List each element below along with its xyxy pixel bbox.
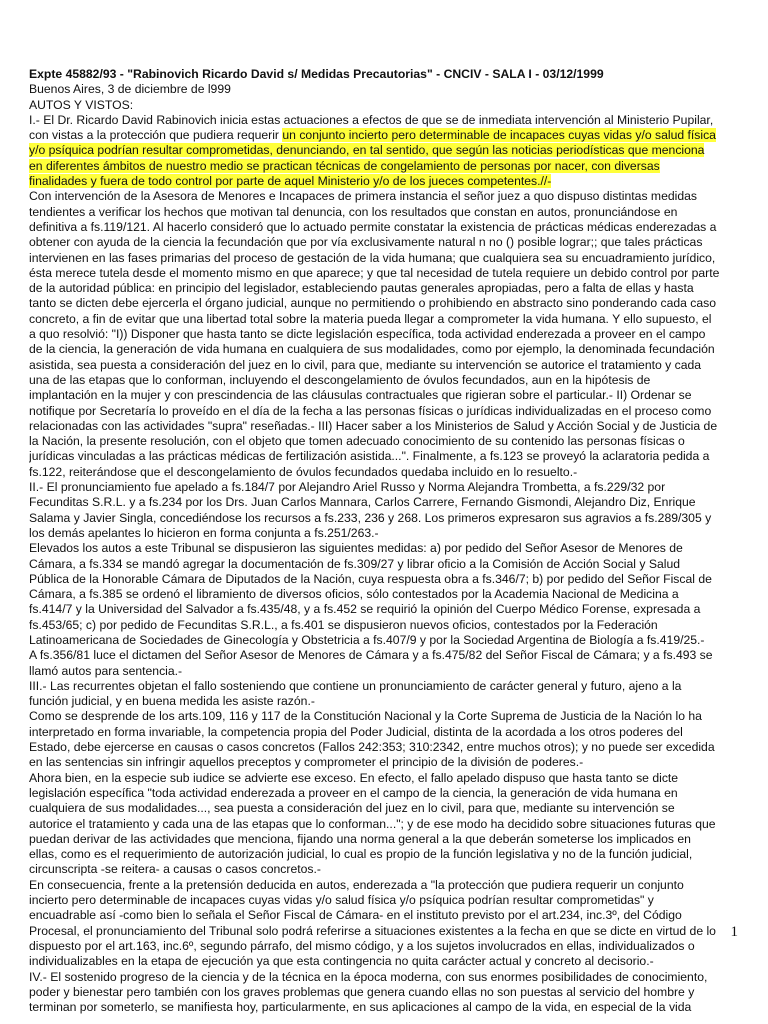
- text-line: [29, 985, 745, 1000]
- text-line: [29, 755, 745, 770]
- text-segment: encuadrable así -como bien lo señala el Señor Fiscal de Cámara- en el instituto previsto por el art.234, inc.3º, del Código: [29, 908, 682, 923]
- text-segment: Latinoamericana de Sociedades de Ginecología y Obstetricia a fs.407/9 y por la Sociedad Argentina de Biología a fs.419/25.-: [29, 632, 705, 647]
- text-line: [29, 82, 745, 97]
- text-segment: I.- El Dr. Ricardo David Rabinovich inicia estas actuaciones a efectos de que se de inmediata intervención al Ministerio Pupilar,: [29, 112, 714, 127]
- text-line: [29, 924, 745, 939]
- text-segment: A fs.356/81 luce el dictamen del Señor Asesor de Menores de Cámara y a fs.475/82 del Señor Fiscal de Cámara; y a fs.493 se: [29, 648, 713, 663]
- document-title: Expte 45882/93 - "Rabinovich Ricardo David s/ Medidas Precautorias" - CNCIV - SALA I - 03/12/1999: [29, 67, 604, 81]
- text-line: [29, 862, 745, 877]
- text-segment: poder y bienestar pero también con los graves problemas que genera cuando ellas no son puestas al servicio del hombre y: [29, 984, 695, 999]
- text-segment: intervienen en las fases primarias del proceso de gestación de la vida humana; que cualquiera sea su encuadramiento jurídico,: [29, 250, 716, 265]
- text-segment: Pública de la Honorable Cámara de Diputados de la Nación, cuya respuesta obra a fs.346/7; b) por pedido del Señor Fiscal de: [29, 571, 712, 586]
- text-line: [29, 939, 745, 954]
- text-line: [29, 495, 745, 510]
- text-line: [29, 893, 745, 908]
- text-line: [29, 189, 745, 204]
- highlighted-text: finalidades y fuera de todo control por parte de aquel Ministerio y/o de los jueces competentes.//-: [29, 174, 552, 189]
- text-line: [29, 954, 745, 969]
- text-segment: ellas, como es el requerimiento de autorización judicial, lo cual es propio de la función legislativa y no de la función judicial,: [29, 847, 693, 862]
- text-line: [29, 786, 745, 801]
- text-segment: la Nación, la presente resolución, con el objeto que tomen adecuado conocimiento de su contenido las personas físicas o: [29, 434, 685, 449]
- text-segment: IV.- El sostenido progreso de la ciencia y de la técnica en la época moderna, con sus enormes posibilidades de conocimiento,: [29, 969, 708, 984]
- text-segment: asistida, sea puesta a consideración del juez en lo civil, para que, mediante su intervención se autorice el tratamiento y cada: [29, 357, 702, 372]
- text-segment: definitiva a fs.119/121. Al hacerlo consideró que lo actuado permite constatar la existencia de prácticas médicas enderezadas a: [29, 219, 717, 234]
- text-segment: puedan derivar de las actividades que menciona, fijando una norma general a la que deberán someterse los implicados en: [29, 831, 691, 846]
- text-segment: una de las etapas que lo conforman, incluyendo el descongelamiento de óvulos fecundados, aun en la hipótesis de: [29, 372, 651, 387]
- page-number: 1: [730, 924, 738, 940]
- text-line: [29, 970, 745, 985]
- text-line: [29, 801, 745, 816]
- text-segment: llamó autos para sentencia.-: [29, 663, 183, 678]
- text-line: [29, 327, 745, 342]
- text-line: [29, 281, 745, 296]
- text-segment: legislación específica "toda actividad enderezada a proveer en el campo de la ciencia, la generación de vida humana en: [29, 785, 678, 800]
- text-line: [29, 587, 745, 602]
- text-segment: tanto se dicten debe ejercerla el órgano judicial, aunque no permitiendo o prohibiendo en abstracto sino ponderando cada caso: [29, 296, 717, 311]
- text-line: [29, 526, 745, 541]
- text-line: [29, 602, 745, 617]
- text-segment: Cámara, a fs.334 se mandó agregar la documentación de fs.309/27 y librar oficio a la Comisión de Acción Social y Salud: [29, 556, 681, 571]
- text-segment: función judicial, y en buena medida les asiste razón.-: [29, 694, 315, 709]
- highlighted-text: y/o psíquica podrían resultar comprometidas, denunciando, en tal sentido, que según las noticias periodísticas que menciona: [29, 143, 705, 158]
- text-line: [29, 266, 745, 281]
- text-line: [29, 235, 745, 250]
- text-segment: Elevados los autos a este Tribunal se dispusieron las siguientes medidas: a) por pedido del Señor Asesor de Menores de: [29, 541, 683, 556]
- text-segment: fs.414/7 y la Universidad del Salvador a fs.435/48, y a fs.452 se requirió la opinión del Cuerpo Médico Forense, expresada a: [29, 602, 701, 617]
- text-segment: implantación en la mujer y con prescindencia de las cláusulas contractuales que rigieran sobre el particular.- II) Ordenar se: [29, 388, 692, 403]
- text-segment: tendientes a verificar los hechos que motivan tal denuncia, con los resultados que constan en autos, pronunciándose en: [29, 204, 678, 219]
- text-line: [29, 908, 745, 923]
- text-line: [29, 174, 745, 189]
- text-segment: Con intervención de la Asesora de Menores e Incapaces de primera instancia el señor juez a quo dispuso distintas medidas: [29, 189, 697, 204]
- text-line: [29, 771, 745, 786]
- text-line: [29, 618, 745, 633]
- highlighted-text: en diferentes ámbitos de nuestro medio se practican técnicas de congelamiento de personas por nacer, con diversas: [29, 158, 660, 173]
- text-line: [29, 679, 745, 694]
- text-segment: de la autoridad pública: en principio del legislador, estableciendo pautas generales apropiadas, pero a falta de ellas y hasta: [29, 281, 694, 296]
- text-line: [29, 709, 745, 724]
- text-line: [29, 434, 745, 449]
- text-line: [29, 251, 745, 266]
- text-line: [29, 159, 745, 174]
- highlighted-text: un conjunto incierto pero determinable de incapaces cuyas vidas y/o salud física: [282, 128, 716, 143]
- text-line: [29, 648, 745, 663]
- document-body: [29, 67, 745, 1015]
- text-line: [29, 557, 745, 572]
- text-line: [29, 511, 745, 526]
- text-segment: jurídicas vinculadas a las prácticas médicas de fertilización asistida...". Finalmente, a fs.123 se proveyó la aclaratoria pedida a: [29, 449, 710, 464]
- text-segment: AUTOS Y VISTOS:: [29, 97, 134, 112]
- text-line: [29, 817, 745, 832]
- text-segment: fs.453/65; c) por pedido de Fecunditas S.R.L., a fs.401 se dispusieron nuevos oficios, contestados por la Federación: [29, 617, 658, 632]
- text-line: [29, 449, 745, 464]
- text-segment: individualizables en la etapa de ejecución ya que esta contingencia no quita carácter actual y concreto al decisorio.-: [29, 954, 654, 969]
- text-line: [29, 664, 745, 679]
- text-segment: concreto, a fin de evitar que una libertad total sobre la materia pueda llegar a comprometer la vida humana. Y ello supuesto, el: [29, 311, 712, 326]
- text-segment: Fecunditas S.R.L. y a fs.234 por los Drs. Juan Carlos Mannara, Carlos Carrere, Fernando Gismondi, Alejandro Diz, Enrique: [29, 495, 696, 510]
- text-segment: Como se desprende de los arts.109, 116 y 117 de la Constitución Nacional y la Corte Suprema de Justicia de la Nación lo ha: [29, 709, 702, 724]
- text-line: [29, 342, 745, 357]
- text-segment: notifique por Secretaría lo proveído en el día de la fecha a las personas físicas o jurídicas individualizadas en el proceso como: [29, 403, 712, 418]
- text-line: [29, 740, 745, 755]
- text-segment: autorice el tratamiento y cada una de las etapas que lo conforman..."; y de ese modo ha decidido sobre situaciones futuras que: [29, 816, 716, 831]
- text-line: [29, 312, 745, 327]
- text-line: [29, 296, 745, 311]
- text-line: [29, 633, 745, 648]
- text-line: [29, 388, 745, 403]
- text-line: [29, 373, 745, 388]
- text-segment: terminan por someterlo, se manifiesta hoy, particularmente, en sus aplicaciones al campo de la vida, en especial de la vida: [29, 1000, 692, 1015]
- text-line: [29, 1000, 745, 1015]
- text-line: [29, 113, 745, 128]
- text-line: [29, 694, 745, 709]
- text-segment: con vistas a la protección que pudiera requerir: [29, 128, 283, 143]
- text-segment: dispuesto por el art.163, inc.6º, segundo párrafo, del mismo código, y a los sujetos involucrados en ellas, individualizados o: [29, 938, 695, 953]
- text-segment: obtener con ayuda de la ciencia la fecundación que por vía exclusivamente natural n no () posible lograr;; que tales prácticas: [29, 235, 703, 250]
- text-line: [29, 205, 745, 220]
- text-segment: interpretado en forma invariable, la competencia propia del Poder Judicial, distinta de la acordada a los otros poderes del: [29, 724, 683, 739]
- text-line: [29, 847, 745, 862]
- text-line: [29, 128, 745, 143]
- text-segment: fs.122, reiterándose que el descongelamiento de óvulos fecundados quedaba incluido en lo resuelto.-: [29, 464, 578, 479]
- text-line: [29, 878, 745, 893]
- text-segment: Salama y Javier Singla, concediéndose los recursos a fs.233, 236 y 268. Los primeros expresaron sus agravios a fs.289/305 y: [29, 510, 712, 525]
- text-segment: Ahora bien, en la especie sub iudice se advierte ese exceso. En efecto, el fallo apelado dispuso que hasta tanto se dicte: [29, 770, 679, 785]
- text-line: [29, 98, 745, 113]
- text-segment: en las sentencias sin infringir aquellos preceptos y comprometer el principio de la división de poderes.-: [29, 755, 584, 770]
- text-line: [29, 220, 745, 235]
- text-segment: Buenos Aires, 3 de diciembre de l999: [29, 82, 231, 97]
- text-line: [29, 832, 745, 847]
- text-line: [29, 465, 745, 480]
- text-segment: III.- Las recurrentes objetan el fallo sosteniendo que contiene un pronunciamiento de carácter general y futuro, ajeno a la: [29, 678, 682, 693]
- text-line: [29, 358, 745, 373]
- text-line: [29, 404, 745, 419]
- text-line: [29, 725, 745, 740]
- text-segment: de la ciencia, la generación de vida humana en cualquiera de sus modalidades, como por ejemplo, la denominada fecundación: [29, 342, 715, 357]
- text-segment: En consecuencia, frente a la pretensión deducida en autos, enderezada a "la protección que pudiera requerir un conjunto: [29, 877, 684, 892]
- text-segment: a quo resolvió: "I)) Disponer que hasta tanto se dicte legislación específica, toda actividad enderezada a proveer en el campo: [29, 327, 706, 342]
- text-line: [29, 419, 745, 434]
- text-line: [29, 572, 745, 587]
- text-line: [29, 143, 745, 158]
- text-segment: Cámara, a fs.385 se ordenó el libramiento de diversos oficios, sólo contestados por la Academia Nacional de Medicina a: [29, 587, 679, 602]
- text-segment: circunscripta -se reitera- a causas o casos concretos.-: [29, 862, 321, 877]
- text-segment: cualquiera de sus modalidades..., sea puesta a consideración del juez en lo civil, para que, mediante su intervención se: [29, 801, 675, 816]
- text-segment: Procesal, el pronunciamiento del Tribunal solo podrá referirse a situaciones existentes a la fecha en que se dicte en virtud de lo: [29, 923, 716, 938]
- text-line: [29, 541, 745, 556]
- text-line: [29, 480, 745, 495]
- text-segment: incierto pero determinable de incapaces cuyas vidas y/o salud física y/o psíquica podrían resultar comprometidas" y: [29, 893, 654, 908]
- text-segment: ésta merece tutela desde el momento mismo en que aparece; y que tal necesidad de tutela requiere un debido control por parte: [29, 265, 720, 280]
- document-text: [29, 82, 745, 1015]
- text-segment: Estado, debe ejercerse en causas o casos concretos (Fallos 242:353; 310:2342, entre muchos otros); y no puede ser excedida: [29, 740, 715, 755]
- text-segment: relacionadas con las actividades "supra" reseñadas.- III) Hacer saber a los Ministerios de Salud y Acción Social y de Justicia de: [29, 418, 718, 433]
- text-segment: los demás apelantes lo hicieron en forma conjunta a fs.251/263.-: [29, 525, 379, 540]
- text-segment: II.- El pronunciamiento fue apelado a fs.184/7 por Alejandro Ariel Russo y Norma Alejandra Trombetta, a fs.229/32 por: [29, 480, 666, 495]
